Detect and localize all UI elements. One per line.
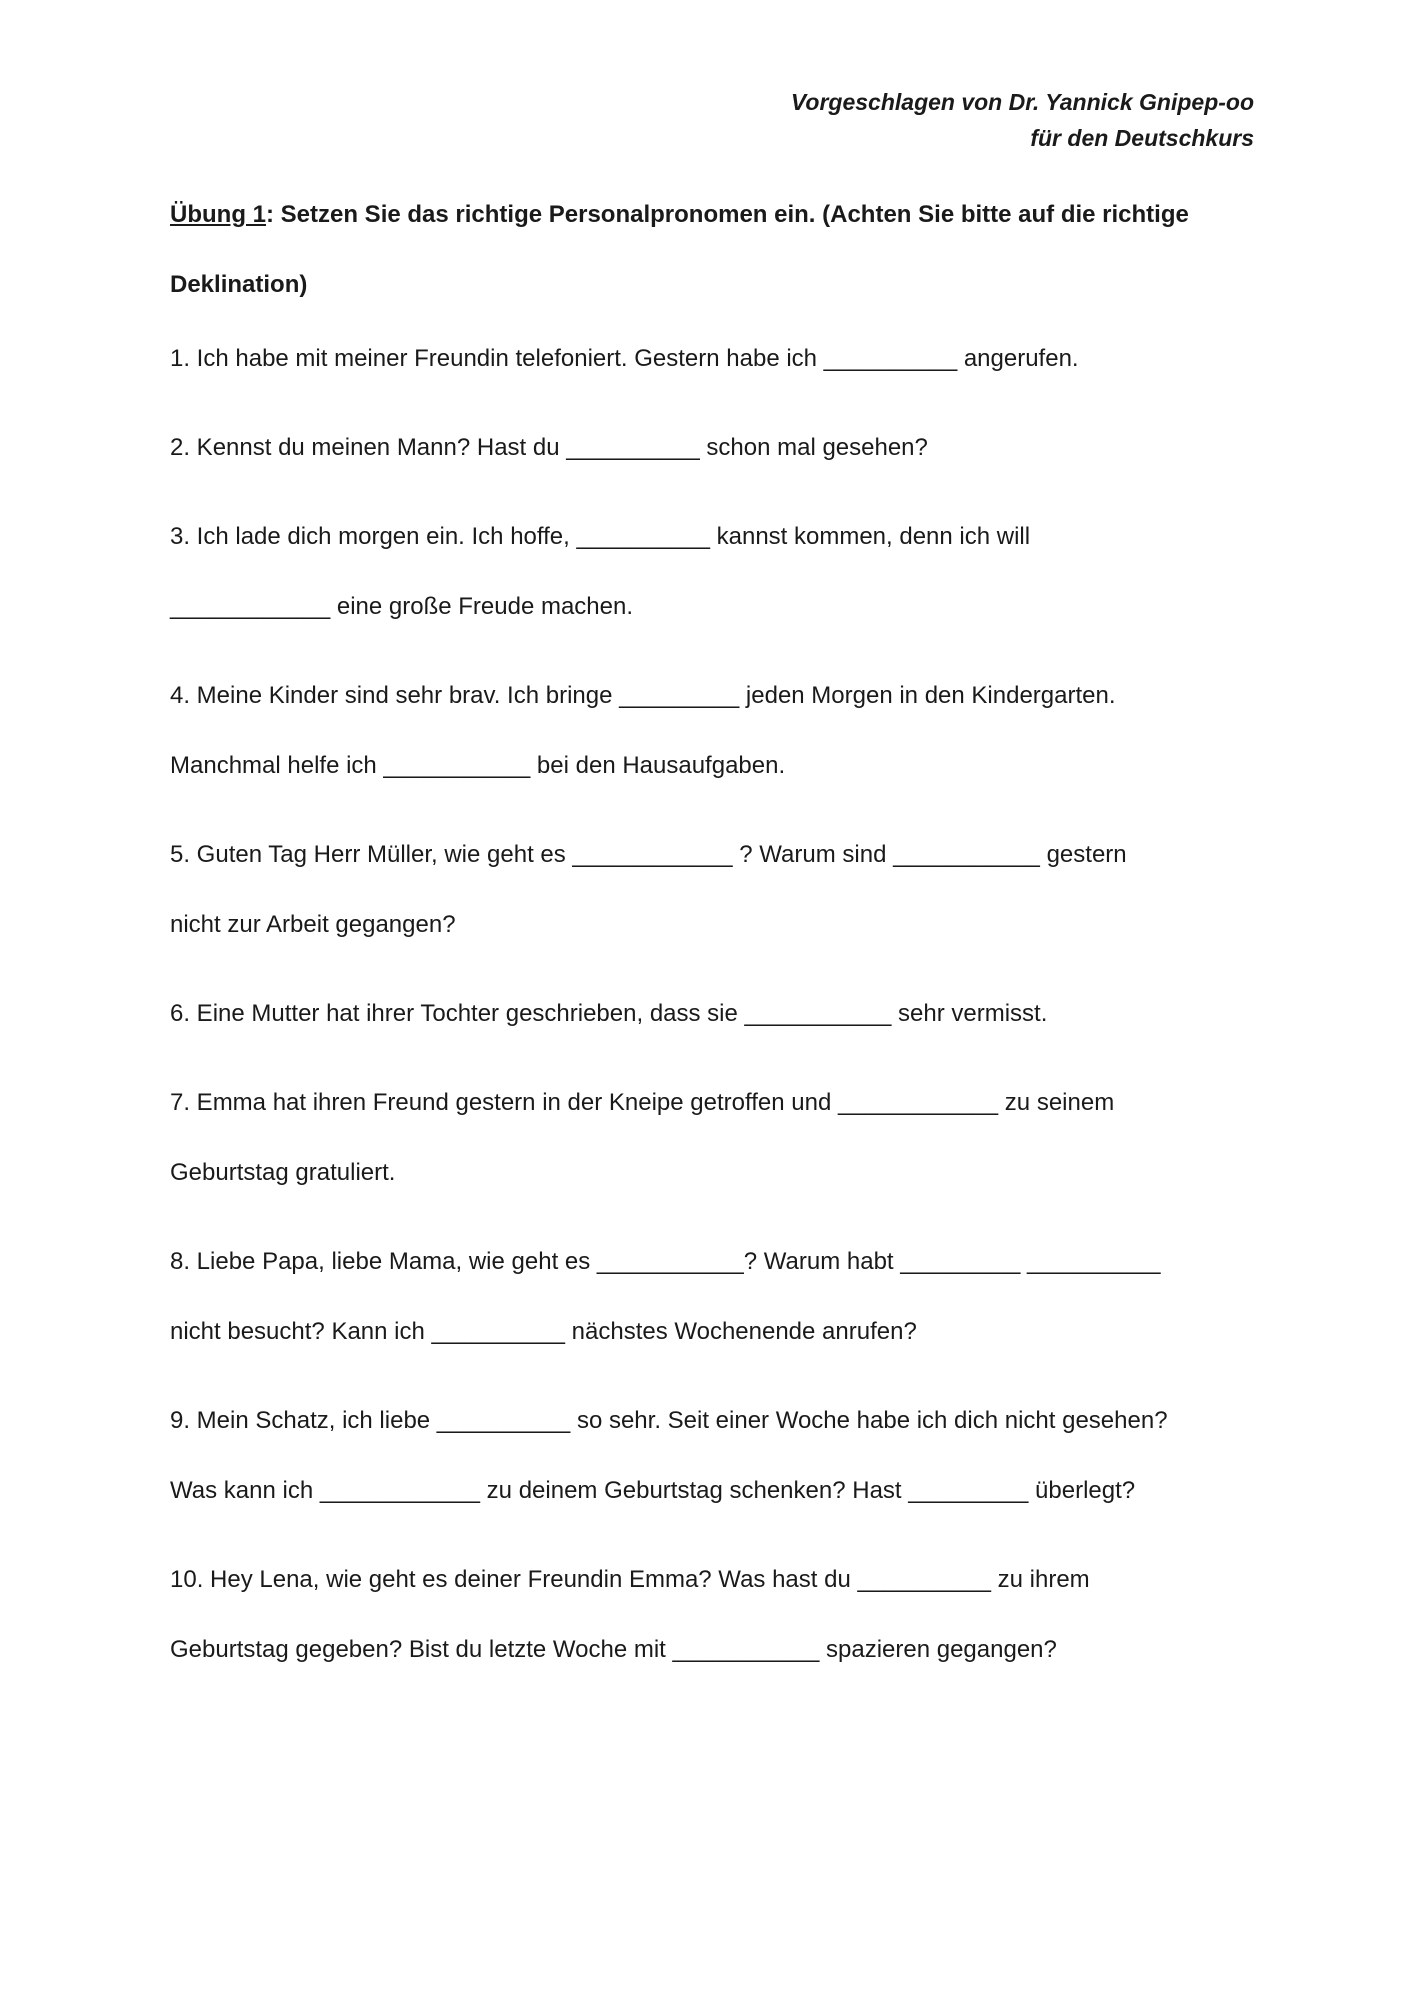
question-6 xyxy=(170,979,1260,1049)
exercise-instruction-continuation: Deklination) xyxy=(170,271,308,298)
question-4 xyxy=(170,661,1260,801)
question-line: 2. Kennst du meinen Mann? Hast du __________ schon mal gesehen? xyxy=(170,434,928,461)
question-9 xyxy=(170,1386,1260,1526)
question-line: 5. Guten Tag Herr Müller, wie geht es ____________ ? Warum sind ___________ gestern xyxy=(170,841,1127,868)
question-line: Manchmal helfe ich ___________ bei den Hausaufgaben. xyxy=(170,752,786,779)
question-line: nicht besucht? Kann ich __________ nächstes Wochenende anrufen? xyxy=(170,1318,917,1345)
course-line: für den Deutschkurs xyxy=(1030,125,1254,151)
question-line: 6. Eine Mutter hat ihrer Tochter geschrieben, dass sie ___________ sehr vermisst. xyxy=(170,1000,1048,1027)
question-7 xyxy=(170,1068,1260,1208)
exercise-number: Übung 1 xyxy=(170,201,266,228)
question-1 xyxy=(170,324,1260,394)
question-line: Was kann ich ____________ zu deinem Geburtstag schenken? Hast _________ überlegt? xyxy=(170,1477,1136,1504)
question-line: Geburtstag gratuliert. xyxy=(170,1159,396,1186)
question-3 xyxy=(170,502,1260,642)
question-line: 8. Liebe Papa, liebe Mama, wie geht es ___________? Warum habt _________ __________ xyxy=(170,1248,1161,1275)
exercise-instruction: : Setzen Sie das richtige Personalpronomen ein. (Achten Sie bitte auf die richtige xyxy=(266,201,1189,228)
author-header xyxy=(791,84,1254,156)
question-2 xyxy=(170,413,1260,483)
question-line: 1. Ich habe mit meiner Freundin telefoniert. Gestern habe ich __________ angerufen. xyxy=(170,345,1079,372)
question-line: 10. Hey Lena, wie geht es deiner Freundin Emma? Was hast du __________ zu ihrem xyxy=(170,1566,1090,1593)
exercise-instruction-line xyxy=(170,180,1250,250)
question-line: 4. Meine Kinder sind sehr brav. Ich bringe _________ jeden Morgen in den Kindergarten. xyxy=(170,682,1116,709)
question-line: 7. Emma hat ihren Freund gestern in der Kneipe getroffen und ____________ zu seinem xyxy=(170,1089,1115,1116)
question-line: Geburtstag gegeben? Bist du letzte Woche mit ___________ spazieren gegangen? xyxy=(170,1636,1057,1663)
author-line: Vorgeschlagen von Dr. Yannick Gnipep-oo xyxy=(790,89,1254,115)
question-line: ____________ eine große Freude machen. xyxy=(170,593,634,620)
exercise-title xyxy=(170,180,1250,320)
question-5 xyxy=(170,820,1260,960)
question-8 xyxy=(170,1227,1260,1367)
question-line: 9. Mein Schatz, ich liebe __________ so sehr. Seit einer Woche habe ich dich nicht gesehen? xyxy=(170,1407,1168,1434)
question-10 xyxy=(170,1545,1260,1685)
question-line: nicht zur Arbeit gegangen? xyxy=(170,911,456,938)
question-line: 3. Ich lade dich morgen ein. Ich hoffe, __________ kannst kommen, denn ich will xyxy=(170,523,1031,550)
